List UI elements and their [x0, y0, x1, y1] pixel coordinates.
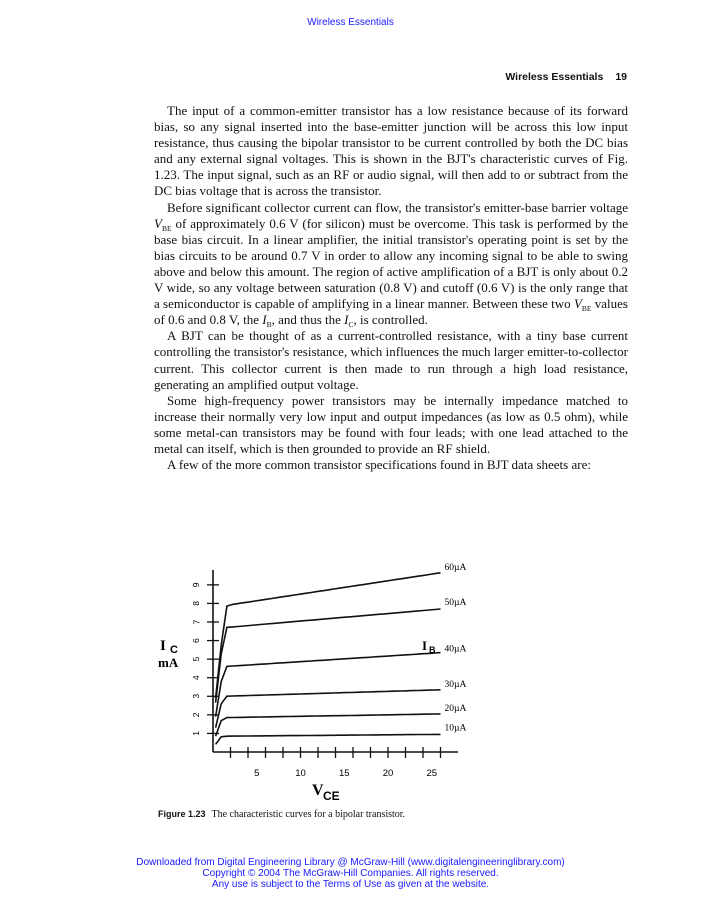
b-subscript: B — [266, 320, 272, 330]
characteristic-curves-chart — [150, 548, 470, 808]
paragraph-1: The input of a common-emitter transistor has a low resistance because of its forward bias, so any signal inserted into the base-emitter junction will be across this low input resistance, thus causing the bipolar transistor to be current controlled by both the DC bias and any external signal voltages. This is shown in the BJT's characteristic curves of Fig. 1.23. The input signal, such as an RF or audio signal, will then add to or subtract from the DC bias voltage that is across the transistor. — [154, 103, 628, 199]
ib-symbol: I — [262, 312, 267, 328]
curve-ib-6 — [216, 573, 441, 699]
curve-ib-4 — [216, 653, 441, 717]
footer — [0, 857, 701, 890]
x-axis-title-subscript: CE — [323, 789, 340, 803]
y-tick-label: 9 — [191, 582, 202, 588]
p2-text-d: , and thus the — [271, 312, 345, 328]
page-number: 19 — [615, 71, 627, 83]
y-axis-title: I — [160, 638, 166, 654]
x-axis-title: V — [312, 782, 324, 799]
curve-ib-2 — [216, 714, 441, 736]
footer-terms-link[interactable]: Any use is subject to the Terms of Use as given at the website. — [211, 879, 490, 890]
ib-family-label-subscript: B — [429, 645, 436, 655]
y-tick-label: 5 — [191, 656, 202, 662]
y-tick-label: 7 — [191, 619, 202, 625]
curve-label: 60µA — [444, 562, 467, 573]
y-tick-label: 4 — [191, 675, 202, 681]
figure-caption — [158, 809, 405, 820]
x-tick-label: 20 — [382, 768, 394, 779]
footer-download-link[interactable]: Downloaded from Digital Engineering Library @ McGraw-Hill (www.digitalengineeringlibrary.com) — [136, 857, 565, 868]
paragraph-2 — [154, 200, 628, 329]
x-tick-label: 5 — [254, 768, 260, 779]
y-tick-label: 1 — [191, 731, 202, 736]
footer-copyright: Copyright © 2004 The McGraw-Hill Companies. All rights reserved. — [202, 868, 499, 879]
running-title: Wireless Essentials — [505, 71, 604, 83]
paragraph-5: A few of the more common transistor specifications found in BJT data sheets are: — [167, 457, 591, 473]
ib-family-label: I — [422, 638, 428, 653]
paragraph-3: A BJT can be thought of as a current-controlled resistance, with a tiny base current controlling the transistor's resistance, which influences the much larger emitter-to-collector current. This collector current is then made to run through a high load resistance, generating an amplified output voltage. — [154, 328, 628, 392]
y-tick-label: 2 — [191, 712, 202, 718]
curve-ib-3 — [216, 690, 441, 728]
x-tick-label: 25 — [426, 768, 438, 779]
be-subscript: BE — [161, 223, 172, 233]
p2-text-b: of approximately 0.6 V (for silicon) must be overcome. This task is performed by the base bias circuit. In a linear amplifier, the initial transistor's operating point is set by the bias circuits to be around 0.7 V in order to allow any incoming signal to be able to swing above and below this amount. The region of active amplification of a BJT is only about 0.2 V wide, so any voltage between saturation (0.8 V) and cutoff (0.6 V) is the only range that a semiconductor is capable of amplifying in a linear manner. Between these two — [154, 215, 628, 312]
y-axis-title-subscript: C — [170, 644, 178, 656]
curve-label: 10µA — [444, 723, 467, 734]
y-tick-label: 8 — [191, 601, 202, 606]
curve-ib-1 — [216, 734, 441, 744]
figure-caption-text: The characteristic curves for a bipolar transistor. — [211, 809, 406, 820]
x-tick-label: 10 — [295, 768, 306, 779]
y-axis-unit: mA — [158, 655, 179, 670]
body-text — [154, 103, 628, 473]
y-tick-label: 6 — [191, 638, 202, 643]
ic-symbol: I — [344, 312, 349, 328]
p2-text-c: values of 0.6 and 0.8 V, the — [154, 296, 628, 328]
curve-label: 30µA — [444, 679, 467, 690]
paragraph-4: Some high-frequency power transistors may be internally impedance matched to increase their normally very low input and output impedances (as low as 0.5 ohm), while some metal-can transistors may be found with four leads; with one lead attached to the metal can itself, which is then grounded to provide an RF shield. — [154, 392, 628, 456]
figure-1-23 — [150, 548, 470, 808]
curve-ib-5 — [216, 609, 441, 703]
running-head — [505, 71, 627, 83]
curve-label: 40µA — [444, 644, 467, 655]
v-symbol-2: V — [573, 296, 582, 312]
c-subscript: C — [348, 320, 354, 330]
figure-label: Figure 1.23 — [158, 809, 206, 819]
curve-label: 20µA — [444, 703, 467, 714]
curve-label: 50µA — [444, 598, 467, 608]
y-tick-label: 3 — [191, 693, 202, 699]
x-tick-label: 15 — [338, 768, 350, 779]
p2-text-a: Before significant collector current can flow, the transistor's emitter-base barrier voltage — [167, 199, 628, 215]
be-subscript-2: BE — [581, 304, 592, 314]
top-header-link[interactable]: Wireless Essentials — [307, 17, 394, 28]
p2-text-e: , is controlled. — [353, 312, 428, 328]
v-symbol: V — [154, 215, 162, 231]
